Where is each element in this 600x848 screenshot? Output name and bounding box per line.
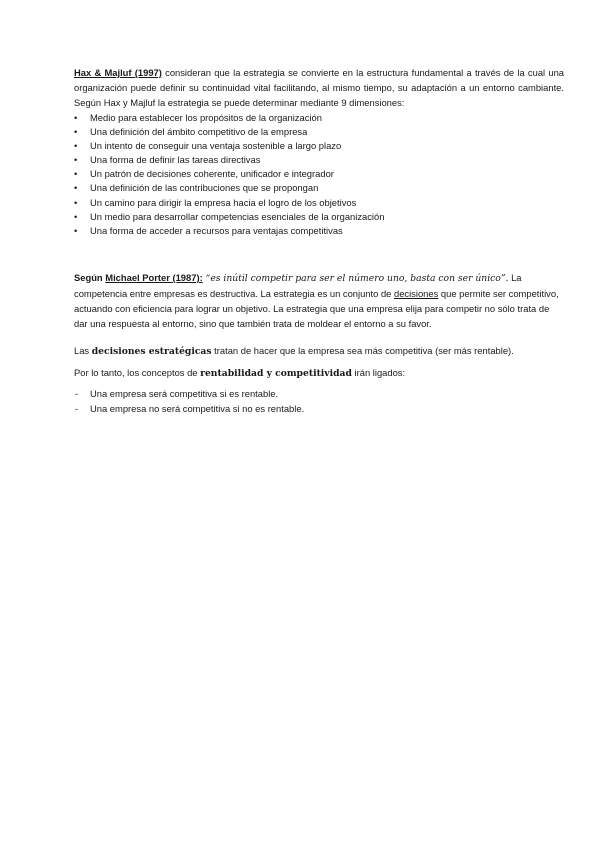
list-item: - Una empresa no será competitiva si no es rentable. [74,402,564,417]
list-item: • Una forma de definir las tareas directivas [74,153,564,167]
strategic-decisions-paragraph [74,343,564,359]
intro-text: consideran que la estrategia se convierte en la estructura fundamental a través de la cual una organización puede definir su continuidad vital facilitando, al mismo tiempo, su adaptación a un entorno cambiante. Según Hax y Majluf la estrategia se puede determinar mediante 9 dimensiones: [74,67,565,108]
concepts-list [74,387,564,416]
list-item: • Una forma de acceder a recursos para ventajas competitivas [74,224,564,238]
concepts-suffix: irán ligados: [351,367,406,378]
list-item: • Una definición del ámbito competitivo de la empresa [74,125,564,139]
concepts-prefix: Por lo tanto, los conceptos de [74,367,201,378]
list-item: • Un patrón de decisiones coherente, unificador e integrador [74,167,564,181]
porter-prefix: Según [74,272,106,283]
porter-paragraph [74,270,564,331]
dimensions-list [74,111,564,238]
author-porter: Michael Porter (1987): [105,272,203,283]
concepts-paragraph [74,365,564,381]
list-item: • Un intento de conseguir una ventaja sostenible a largo plazo [74,139,564,153]
sd-suffix: tratan de hacer que la empresa sea más competitiva (ser más rentable). [211,345,514,356]
list-item: • Medio para establecer los propósitos de la organización [74,111,564,125]
author-hax-majluf: Hax & Majluf (1997) [74,67,162,78]
list-item: • Un medio para desarrollar competencias esenciales de la organización [74,210,564,224]
list-item: - Una empresa será competitiva si es rentable. [74,387,564,402]
sd-bold: decisiones estratégicas [91,346,212,357]
porter-quote: “es inútil competir para ser el número uno, basta con ser único”. [202,273,509,284]
porter-text-a: La competencia entre empresas es destructiva. La estrategia es un conjunto de [74,272,522,299]
list-item: • Un camino para dirigir la empresa hacia el logro de los objetivos [74,196,564,210]
sd-prefix: Las [74,345,92,356]
concepts-bold: rentabilidad y competitividad [200,368,352,379]
porter-text-b: que permite ser competitivo, actuando con eficiencia para lograr un objetivo. La estrategia que una empresa elija para competir no sólo trata de dar una respuesta al entorno, sino que también trata de moldear el entorno a su favor. [74,288,559,329]
decisiones-term: decisiones [393,288,439,299]
intro-paragraph [74,65,564,110]
list-item: • Una definición de las contribuciones que se propongan [74,181,564,195]
